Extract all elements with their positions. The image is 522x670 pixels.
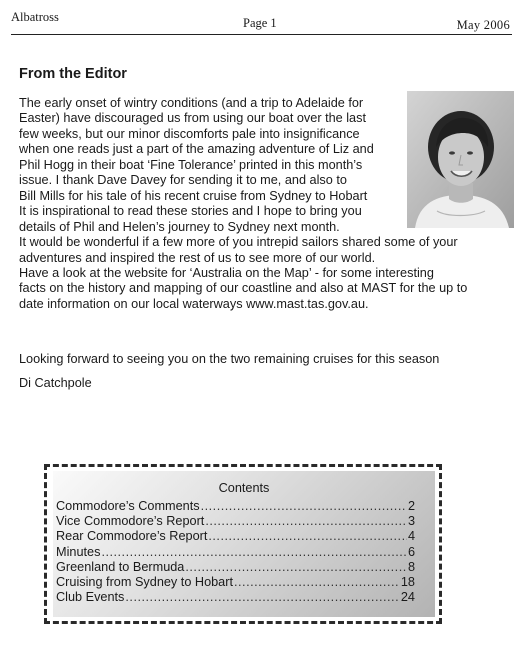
page-number: Page 1 [243,16,277,30]
leader-dots [234,575,400,590]
contents-background [53,471,435,617]
body-line: It would be wonderful if a few more of you intrepid sailors shared some of your [19,235,458,250]
contents-item[interactable] [56,529,415,544]
body-line: The early onset of wintry conditions (and a trip to Adelaide for [19,96,364,110]
contents-item-page: 2 [407,499,415,513]
contents-title: Contents [218,481,270,495]
contents-panel [44,464,442,624]
article-title: From the Editor [19,66,127,82]
newsletter-name: Albatross [11,10,59,24]
closing-remark: Looking forward to seeing you on the two remaining cruises for this season [19,352,440,366]
contents-item-label: Rear Commodore’s Report [56,529,208,544]
leader-dots [208,529,407,544]
body-line: date information on our local waterways www.mast.tas.gov.au. [19,296,369,311]
leader-dots [205,514,407,529]
body-line: Bill Mills for his tale of his recent cruise from Sydney to Hobart [19,188,368,203]
contents-item[interactable] [56,590,415,605]
leader-dots [101,545,407,560]
contents-list [56,499,415,605]
page-header [11,8,512,35]
body-line: Phil Hogg in their boat ‘Fine Tolerance’ printed in this month’s [19,157,363,172]
contents-item-label: Commodore’s Comments [56,499,200,513]
contents-item[interactable] [56,514,415,529]
body-line: details of Phil and Helen’s journey to Sydney next month. [19,219,340,234]
contents-item-page: 8 [407,559,415,574]
contents-item-label: Cruising from Sydney to Hobart [56,575,233,590]
contents-item-page: 24 [400,590,415,605]
contents-item[interactable] [56,575,415,590]
issue-date: May 2006 [456,18,510,32]
body-line: Have a look at the website for ‘Australia on the Map’ - for some interesting [19,265,434,280]
contents-item[interactable] [56,499,415,514]
body-line: It is inspirational to read these stories and I hope to bring you [19,204,362,219]
contents-item[interactable] [56,545,415,560]
body-line: Easter) have discouraged us from using our boat over the last [19,111,366,126]
body-line: few weeks, but our minor discomforts pale into insignificance [19,126,360,141]
editor-signature: Di Catchpole [19,376,92,390]
contents-item-page: 18 [400,575,415,590]
body-line: adventures and inspired the rest of us to see more of our world. [19,250,376,265]
contents-item-page: 3 [407,514,415,529]
editorial-body [19,96,515,312]
contents-item-page: 6 [407,544,415,559]
contents-item[interactable] [56,560,415,575]
leader-dots [185,560,407,575]
contents-item-label: Minutes [56,544,101,559]
contents-item-label: Vice Commodore’s Report [56,514,205,529]
body-line: issue. I thank Dave Davey for sending it to me, and also to [19,173,347,188]
body-line: when one reads just a part of the amazing adventure of Liz and [19,142,374,157]
leader-dots [125,590,399,605]
contents-item-label: Club Events [56,590,125,605]
body-line: facts on the history and mapping of our coastline and also at MAST for the up to [19,281,468,296]
contents-item-page: 4 [407,529,415,544]
leader-dots [201,499,407,514]
contents-item-label: Greenland to Bermuda [56,559,185,574]
